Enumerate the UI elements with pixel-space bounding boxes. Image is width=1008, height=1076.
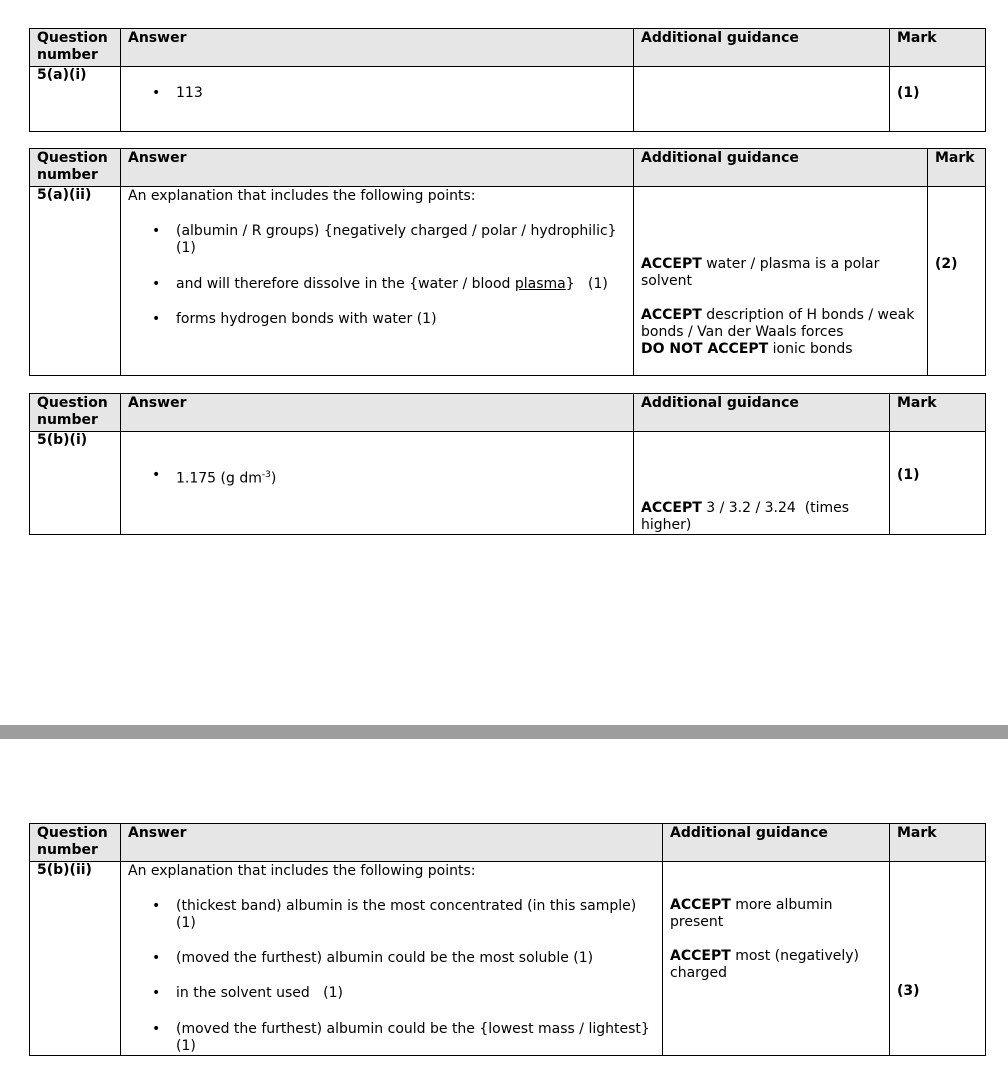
mark-cell (890, 432, 986, 535)
guidance-cell (634, 67, 890, 132)
header-mark: Mark (928, 149, 986, 187)
guidance-item: ACCEPT more albumin present (670, 897, 833, 930)
mark-value: (3) (897, 983, 920, 999)
page-divider (0, 725, 1008, 739)
guidance-item: ACCEPT most (negatively) charged (670, 948, 859, 981)
answer-row (30, 187, 986, 376)
header-question-number: Question number (30, 149, 121, 187)
mark-scheme-table-5bii (29, 823, 986, 1056)
header-answer: Answer (121, 149, 634, 187)
header-additional-guidance: Additional guidance (663, 824, 890, 862)
answer-point: • forms hydrogen bonds with water (1) (176, 311, 626, 328)
answer-point: • 113 (176, 85, 626, 102)
mark-scheme-table-5bi (29, 393, 986, 535)
guidance-cell (634, 187, 928, 376)
answer-row (30, 862, 986, 1056)
mark-scheme-table-5ai (29, 28, 986, 132)
header-question-number: Question number (30, 29, 121, 67)
question-number: 5(b)(ii) (30, 862, 121, 1056)
header-additional-guidance: Additional guidance (634, 149, 928, 187)
header-row (30, 394, 986, 432)
header-additional-guidance: Additional guidance (634, 29, 890, 67)
guidance-cell (663, 862, 890, 1056)
header-additional-guidance: Additional guidance (634, 394, 890, 432)
answer-point: • (moved the furthest) albumin could be the most soluble (1) (176, 950, 655, 967)
mark-value: (1) (897, 467, 920, 483)
header-question-number: Question number (30, 824, 121, 862)
header-mark: Mark (890, 394, 986, 432)
question-number: 5(a)(ii) (30, 187, 121, 376)
answer-cell (121, 67, 634, 132)
answer-intro: An explanation that includes the following points: (128, 188, 476, 204)
guidance-item: ACCEPT description of H bonds / weak bonds / Van der Waals forces (641, 307, 915, 340)
header-answer: Answer (121, 29, 634, 67)
answer-point: • (thickest band) albumin is the most concentrated (in this sample) (1) (176, 898, 655, 932)
answer-row (30, 432, 986, 535)
answer-point: • (moved the furthest) albumin could be the {lowest mass / lightest} (1) (176, 1021, 655, 1055)
header-mark: Mark (890, 29, 986, 67)
answer-point: • 1.175 (g $dm^{-3}$) (176, 467, 626, 488)
answer-cell (121, 187, 634, 376)
question-number: 5(a)(i) (30, 67, 121, 132)
answer-point: • and will therefore dissolve in the {water / blood plasma} (1) (176, 276, 626, 293)
answer-row (30, 67, 986, 132)
mark-scheme-table-5aii (29, 148, 986, 376)
answer-intro: An explanation that includes the following points: (128, 863, 476, 879)
mark-cell (890, 862, 986, 1056)
header-row (30, 29, 986, 67)
answer-cell (121, 432, 634, 535)
guidance-item: ACCEPT water / plasma is a polar solvent (641, 256, 880, 289)
header-answer: Answer (121, 824, 663, 862)
header-row (30, 824, 986, 862)
header-answer: Answer (121, 394, 634, 432)
mark-cell (928, 187, 986, 376)
answer-point: • (albumin / R groups) {negatively charged / polar / hydrophilic} (1) (176, 223, 626, 257)
mark-value: (1) (897, 85, 920, 101)
header-row (30, 149, 986, 187)
answer-cell (121, 862, 663, 1056)
header-mark: Mark (890, 824, 986, 862)
mark-value: (2) (935, 256, 958, 272)
question-number: 5(b)(i) (30, 432, 121, 535)
guidance-item: ACCEPT 3 / 3.2 / 3.24 (times higher) (641, 500, 854, 533)
mark-cell (890, 67, 986, 132)
guidance-item: DO NOT ACCEPT ionic bonds (641, 341, 853, 357)
answer-point: • in the solvent used (1) (176, 985, 655, 1002)
guidance-cell (634, 432, 890, 535)
header-question-number: Question number (30, 394, 121, 432)
